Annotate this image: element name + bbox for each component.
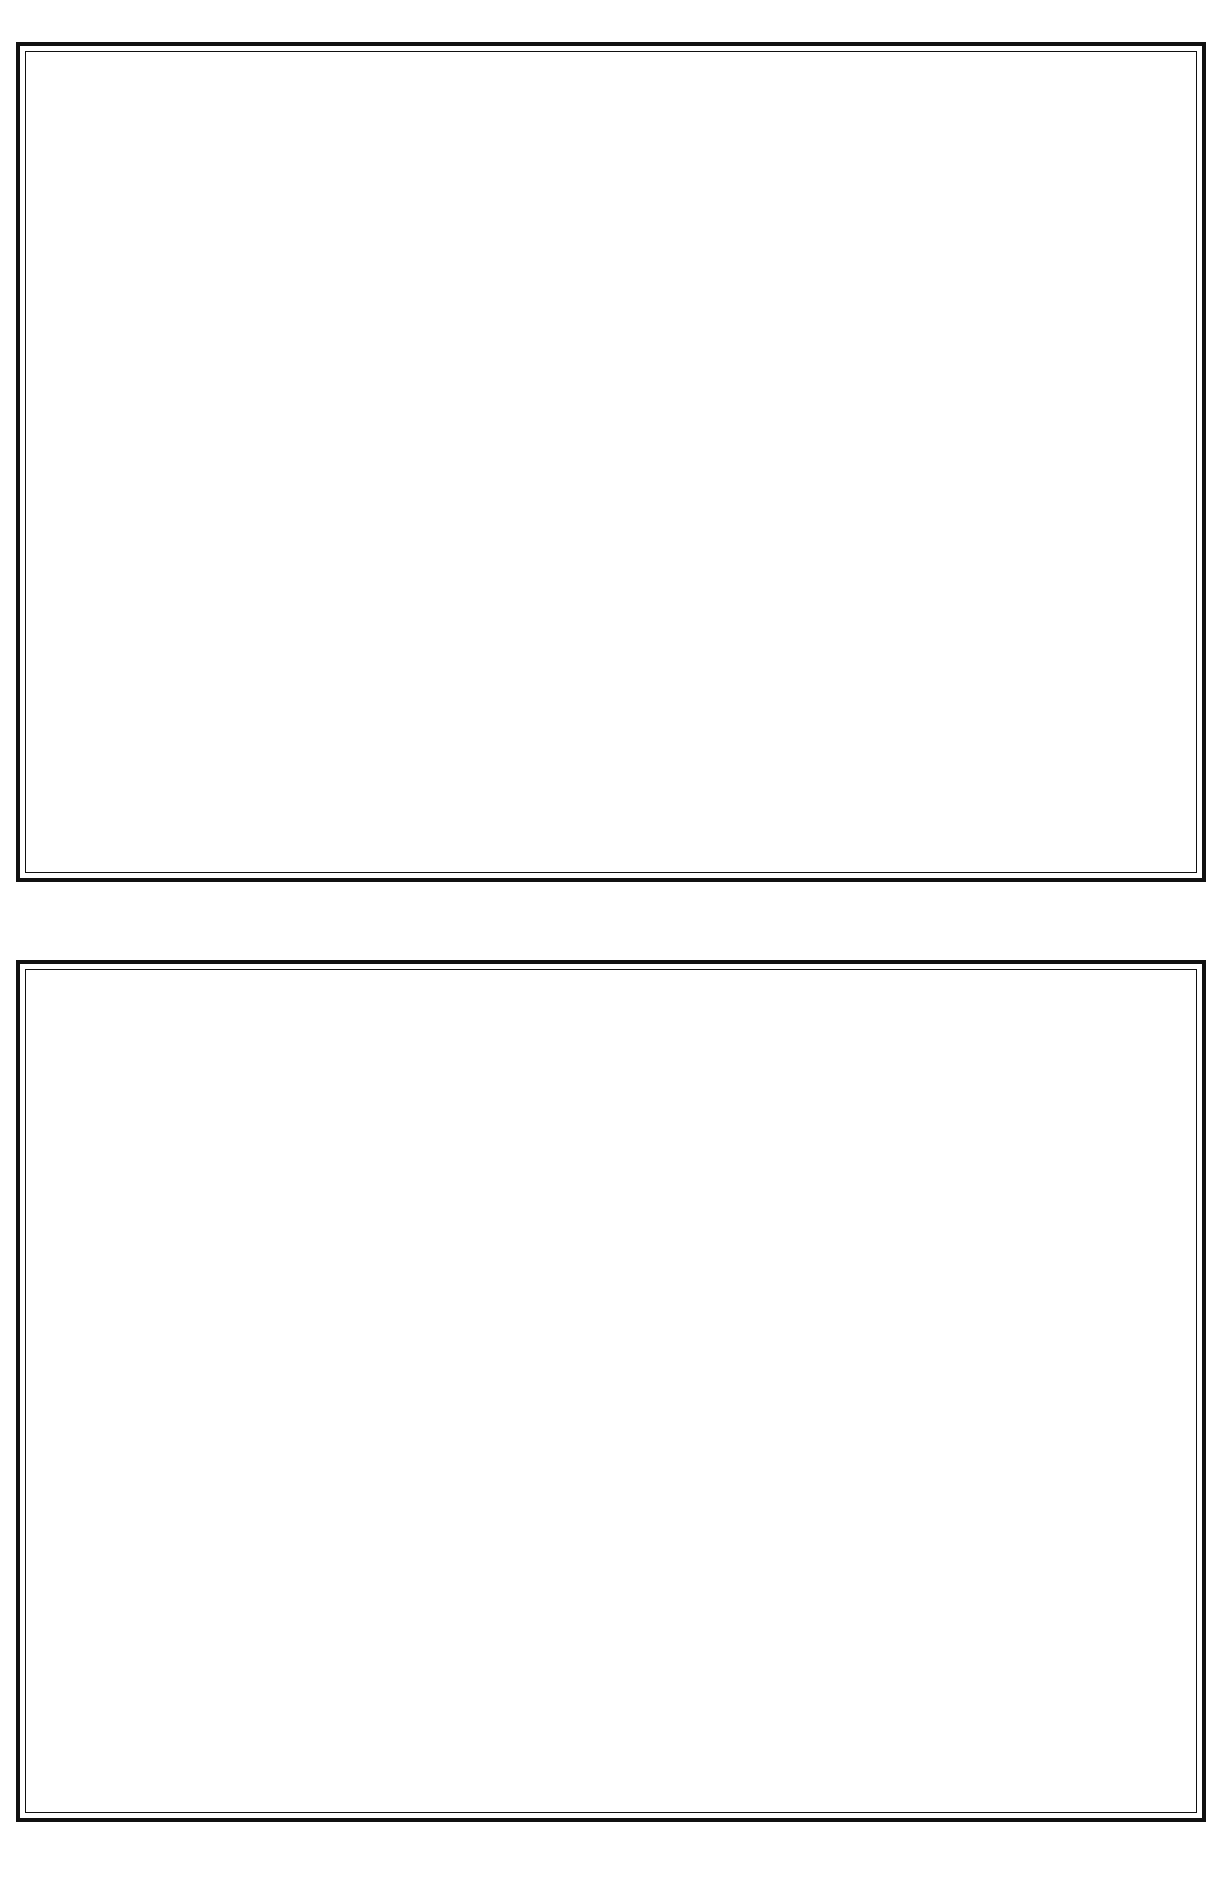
upper-page-text-frame bbox=[25, 51, 1197, 873]
lower-page-panel bbox=[16, 960, 1206, 1822]
lower-page-text-frame bbox=[25, 969, 1197, 1813]
upper-page-panel bbox=[16, 42, 1206, 882]
